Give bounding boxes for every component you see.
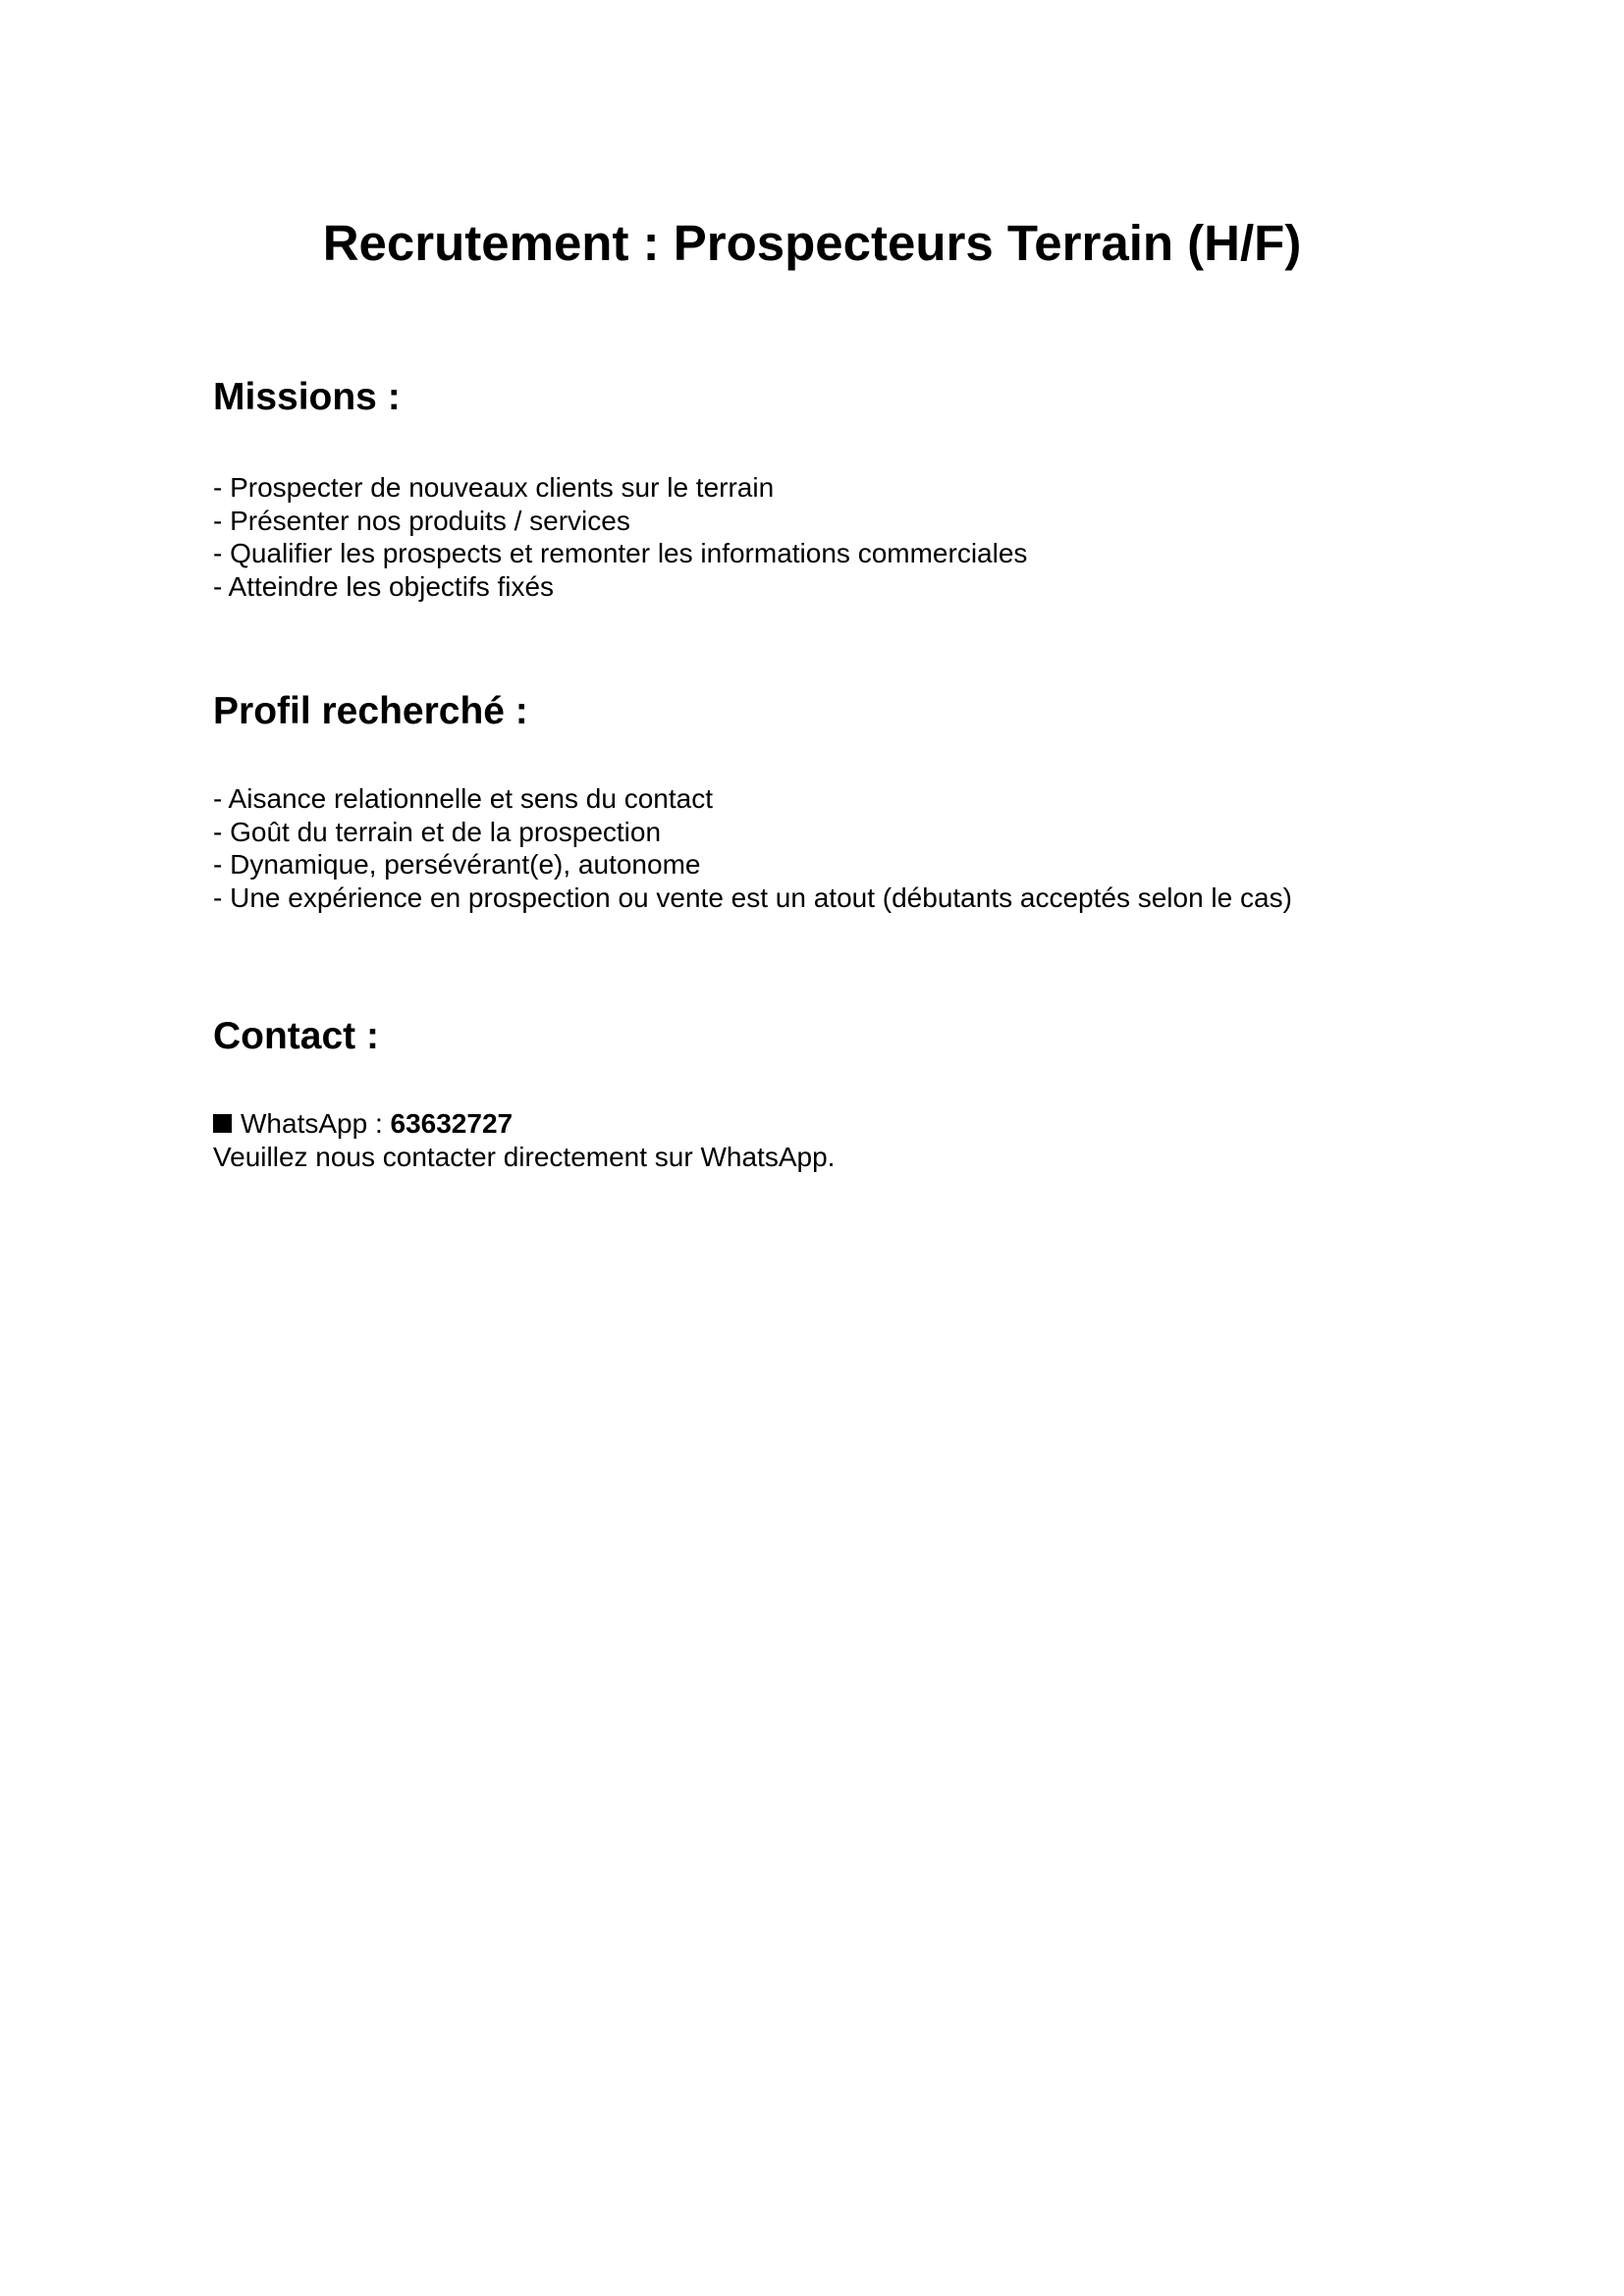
contact-heading: Contact : bbox=[213, 1015, 379, 1057]
square-icon bbox=[213, 1114, 232, 1133]
missions-heading: Missions : bbox=[213, 376, 401, 418]
page-title: Recrutement : Prospecteurs Terrain (H/F) bbox=[322, 215, 1302, 271]
list-item: - Qualifier les prospects et remonter les informations commerciales bbox=[213, 538, 1028, 569]
list-item: - Prospecter de nouveaux clients sur le terrain bbox=[213, 472, 775, 503]
list-item: - Goût du terrain et de la prospection bbox=[213, 816, 662, 847]
whatsapp-label: WhatsApp : bbox=[241, 1108, 391, 1139]
whatsapp-number[interactable]: 63632727 bbox=[390, 1108, 514, 1139]
whatsapp-line bbox=[213, 1107, 835, 1141]
list-item: - Présenter nos produits / services bbox=[213, 505, 630, 536]
contact-block bbox=[213, 1107, 835, 1173]
list-item: - Atteindre les objectifs fixés bbox=[213, 570, 555, 602]
profile-heading: Profil recherché : bbox=[213, 690, 528, 732]
list-item: - Dynamique, persévérant(e), autonome bbox=[213, 849, 701, 881]
list-item: - Une expérience en prospection ou vente est un atout (débutants acceptés selon le cas) bbox=[213, 881, 1292, 913]
missions-list bbox=[213, 471, 1027, 603]
list-item: - Aisance relationnelle et sens du contact bbox=[213, 783, 713, 814]
profile-list bbox=[213, 782, 1292, 914]
contact-note: Veuillez nous contacter directement sur WhatsApp. bbox=[213, 1141, 836, 1172]
